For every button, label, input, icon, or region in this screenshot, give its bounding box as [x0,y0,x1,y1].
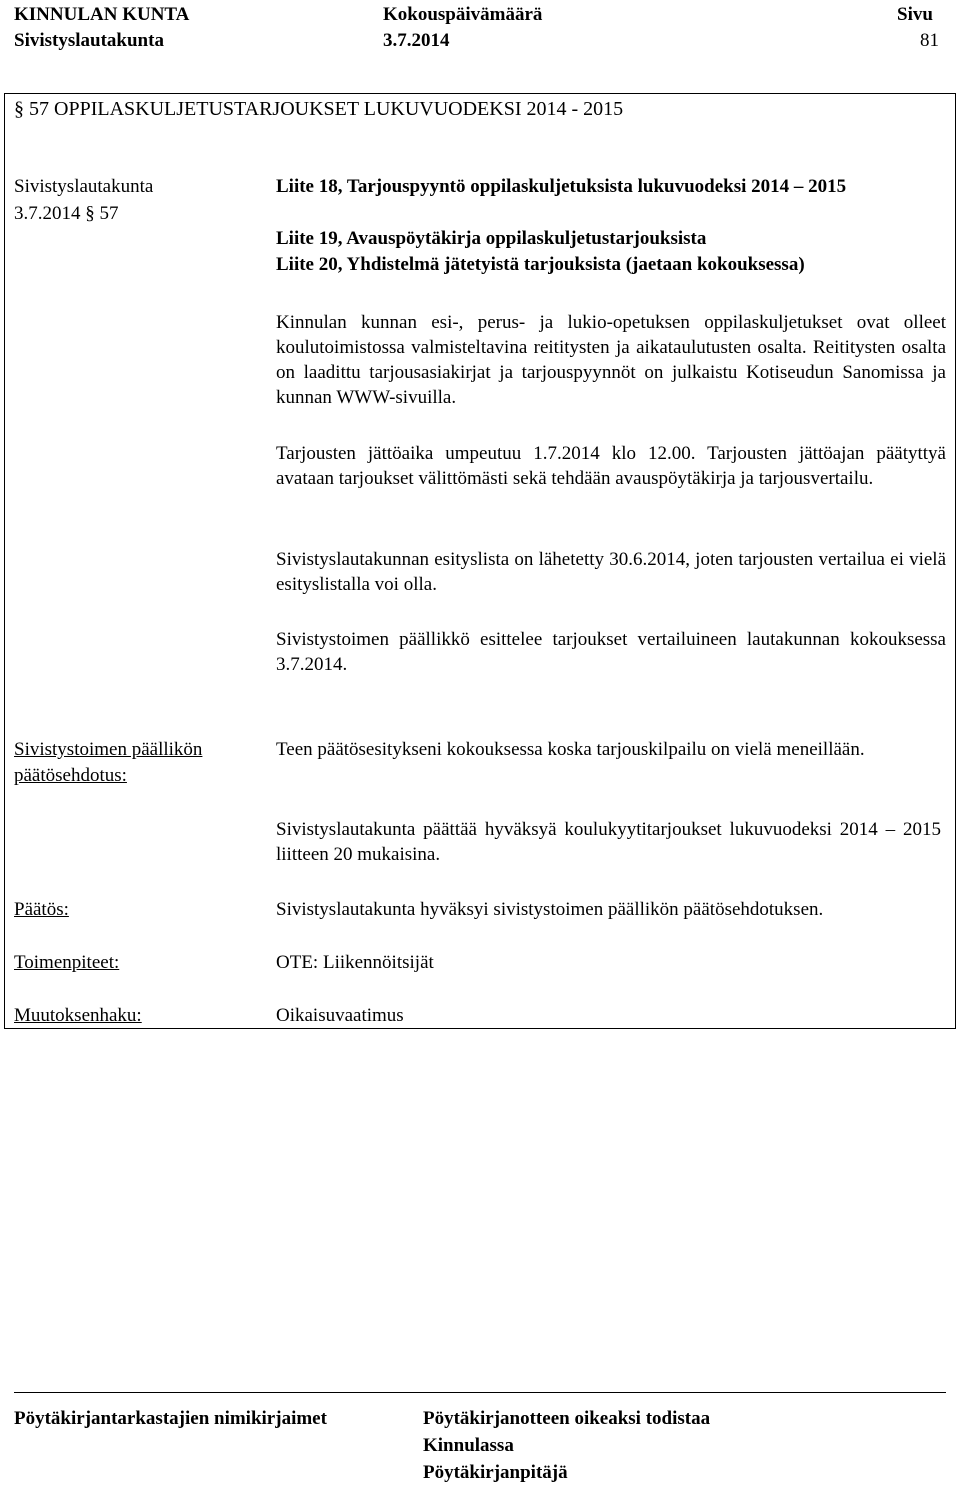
frame-right-rule [955,93,956,1028]
paragraph-agenda: Sivistyslautakunnan esityslista on lähetetty 30.6.2014, joten tarjousten vertailua ei vielä esityslistalla voi olla. [276,549,946,595]
frame-left-rule [4,93,5,1028]
paragraph-preparation: Kinnulan kunnan esi-, perus- ja lukio-opetuksen oppilaskuljetukset ovat olleet koulutoimistossa valmisteltavina reititysten ja aikataulutusten osalta. Reititysten osalta on laadittu tarjousasiakirjat ja tarjouspyynnöt on julkaistu Kotiseudun Sanomissa ja kunnan WWW-sivuilla. [276,312,946,408]
footer-place: Kinnulassa [423,1435,514,1456]
paragraph-presentation: Sivistystoimen päällikkö esittelee tarjoukset vertailuineen lautakunnan kokouksessa 3.7.2014. [276,629,946,675]
appeal-label: Muutoksenhaku: [14,1005,142,1026]
header-page-label: Sivu [897,4,933,25]
footer-keeper: Pöytäkirjanpitäjä [423,1462,568,1483]
header-date: 3.7.2014 [383,30,450,51]
proposal-label-line2: päätösehdotus: [14,765,127,786]
section-title: § 57 OPPILASKULJETUSTARJOUKSET LUKUVUODEKSI 2014 - 2015 [14,98,624,120]
appeal-text: Oikaisuvaatimus [276,1005,404,1026]
attachment-19: Liite 19, Avauspöytäkirja oppilaskuljetustarjouksista [276,228,707,249]
header-board: Sivistyslautakunta [14,30,164,51]
header-org: KINNULAN KUNTA [14,4,190,25]
ref-board: Sivistyslautakunta [14,176,154,197]
footer-inspectors: Pöytäkirjantarkastajien nimikirjaimet [14,1408,327,1429]
proposal-decision-text: Sivistyslautakunta päättää hyväksyä koulukyytitarjoukset lukuvuodeksi 2014 – 2015 liitteen 20 mukaisina. [276,819,941,865]
paragraph-deadline: Tarjousten jättöaika umpeutuu 1.7.2014 klo 12.00. Tarjousten jättöajan päätyttyä avataan tarjoukset välittömästi sekä tehdään avauspöytäkirja ja tarjousvertailu. [276,443,946,489]
frame-bottom-rule [4,1028,956,1029]
decision-text: Sivistyslautakunta hyväksyi sivistystoimen päällikön päätösehdotuksen. [276,899,824,920]
actions-label: Toimenpiteet: [14,952,120,973]
decision-label: Päätös: [14,899,69,920]
footer-rule [14,1392,946,1393]
header-date-label: Kokouspäivämäärä [383,4,543,25]
footer-certify: Pöytäkirjanotteen oikeaksi todistaa [423,1408,711,1429]
frame-top-rule [4,93,956,94]
header-page-number: 81 [920,30,939,51]
attachment-18: Liite 18, Tarjouspyyntö oppilaskuljetuksista lukuvuodeksi 2014 – 2015 [276,176,847,197]
ref-date-paragraph: 3.7.2014 § 57 [14,203,119,224]
proposal-text: Teen päätösesitykseni kokouksessa koska tarjouskilpailu on vielä meneillään. [276,739,865,760]
actions-text: OTE: Liikennöitsijät [276,952,434,973]
attachment-20: Liite 20, Yhdistelmä jätetyistä tarjouksista (jaetaan kokouksessa) [276,254,805,275]
proposal-label-line1: Sivistystoimen päällikön [14,739,203,760]
